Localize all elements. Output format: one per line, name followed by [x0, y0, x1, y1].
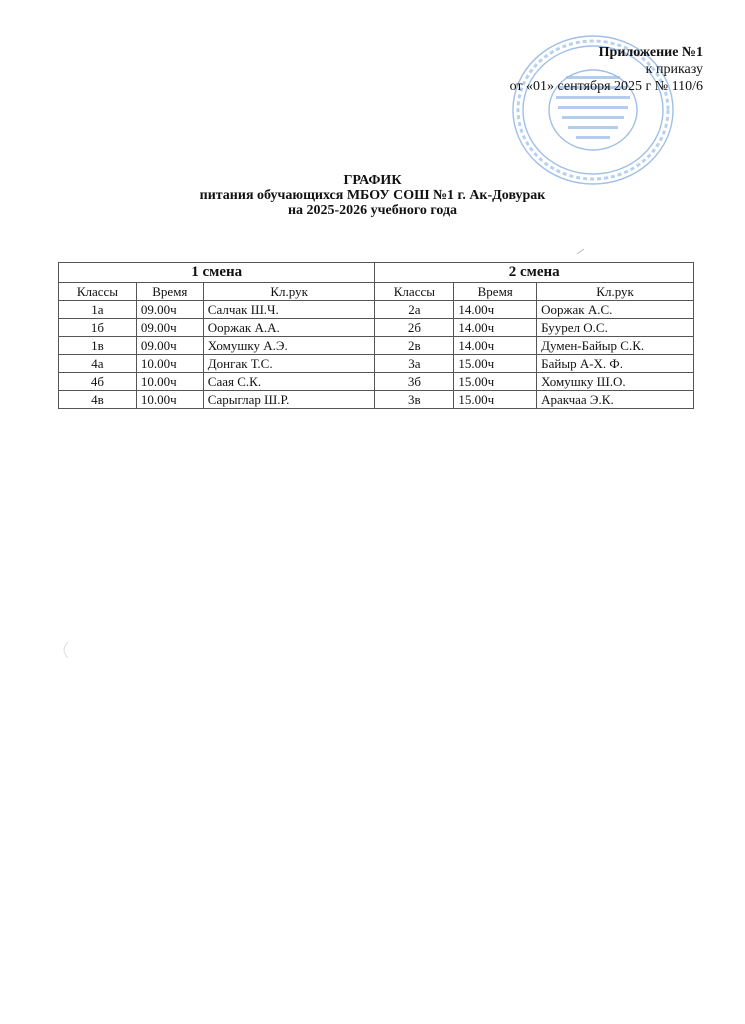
appendix-note [510, 44, 703, 95]
appendix-order-date: от «01» сентября 2025 г № 110/6 [509, 79, 703, 94]
scan-speck-mark [576, 248, 586, 256]
document-title [0, 173, 745, 218]
appendix-order-label: к приказу [645, 62, 703, 77]
time-cell: 10.00ч [136, 391, 203, 409]
time-cell: 15.00ч [454, 391, 537, 409]
class-cell: 4в [59, 391, 137, 409]
time-cell: 14.00ч [454, 301, 537, 319]
shift-1-header: 1 смена [59, 263, 375, 283]
class-cell: 1а [59, 301, 137, 319]
meal-schedule-table [58, 262, 694, 409]
shift-2-header: 2 смена [375, 263, 694, 283]
shift-header-row [59, 263, 694, 283]
teacher-cell: Думен-Байыр С.К. [537, 337, 694, 355]
time-cell: 15.00ч [454, 373, 537, 391]
time-cell: 09.00ч [136, 319, 203, 337]
class-cell: 3а [375, 355, 454, 373]
class-cell: 2а [375, 301, 454, 319]
time-cell: 15.00ч [454, 355, 537, 373]
teacher-cell: Аракчаа Э.К. [537, 391, 694, 409]
table-row [59, 319, 694, 337]
teacher-cell: Донгак Т.С. [203, 355, 375, 373]
col-header-classes: Классы [375, 283, 454, 301]
column-header-row [59, 283, 694, 301]
scan-margin-mark [58, 640, 72, 660]
table-row [59, 391, 694, 409]
col-header-time: Время [454, 283, 537, 301]
col-header-teacher: Кл.рук [537, 283, 694, 301]
table-row [59, 355, 694, 373]
teacher-cell: Хомушку Ш.О. [537, 373, 694, 391]
class-cell: 3б [375, 373, 454, 391]
teacher-cell: Сарыглар Ш.Р. [203, 391, 375, 409]
time-cell: 09.00ч [136, 337, 203, 355]
time-cell: 14.00ч [454, 337, 537, 355]
class-cell: 4б [59, 373, 137, 391]
class-cell: 4а [59, 355, 137, 373]
col-header-classes: Классы [59, 283, 137, 301]
teacher-cell: Ооржак А.С. [537, 301, 694, 319]
table-row [59, 337, 694, 355]
title-heading: ГРАФИК [343, 173, 402, 188]
title-subject: питания обучающихся МБОУ СОШ №1 г. Ак-Довурак [199, 188, 546, 203]
teacher-cell: Байыр А-Х. Ф. [537, 355, 694, 373]
teacher-cell: Хомушку А.Э. [203, 337, 375, 355]
class-cell: 2б [375, 319, 454, 337]
time-cell: 09.00ч [136, 301, 203, 319]
class-cell: 1в [59, 337, 137, 355]
table-row [59, 301, 694, 319]
time-cell: 14.00ч [454, 319, 537, 337]
teacher-cell: Буурел О.С. [537, 319, 694, 337]
col-header-teacher: Кл.рук [203, 283, 375, 301]
teacher-cell: Ооржак А.А. [203, 319, 375, 337]
teacher-cell: Салчак Ш.Ч. [203, 301, 375, 319]
table-row [59, 373, 694, 391]
time-cell: 10.00ч [136, 355, 203, 373]
class-cell: 1б [59, 319, 137, 337]
col-header-time: Время [136, 283, 203, 301]
time-cell: 10.00ч [136, 373, 203, 391]
class-cell: 2в [375, 337, 454, 355]
teacher-cell: Саая С.К. [203, 373, 375, 391]
appendix-number: Приложение №1 [598, 45, 703, 60]
title-period: на 2025-2026 учебного года [287, 203, 458, 218]
class-cell: 3в [375, 391, 454, 409]
